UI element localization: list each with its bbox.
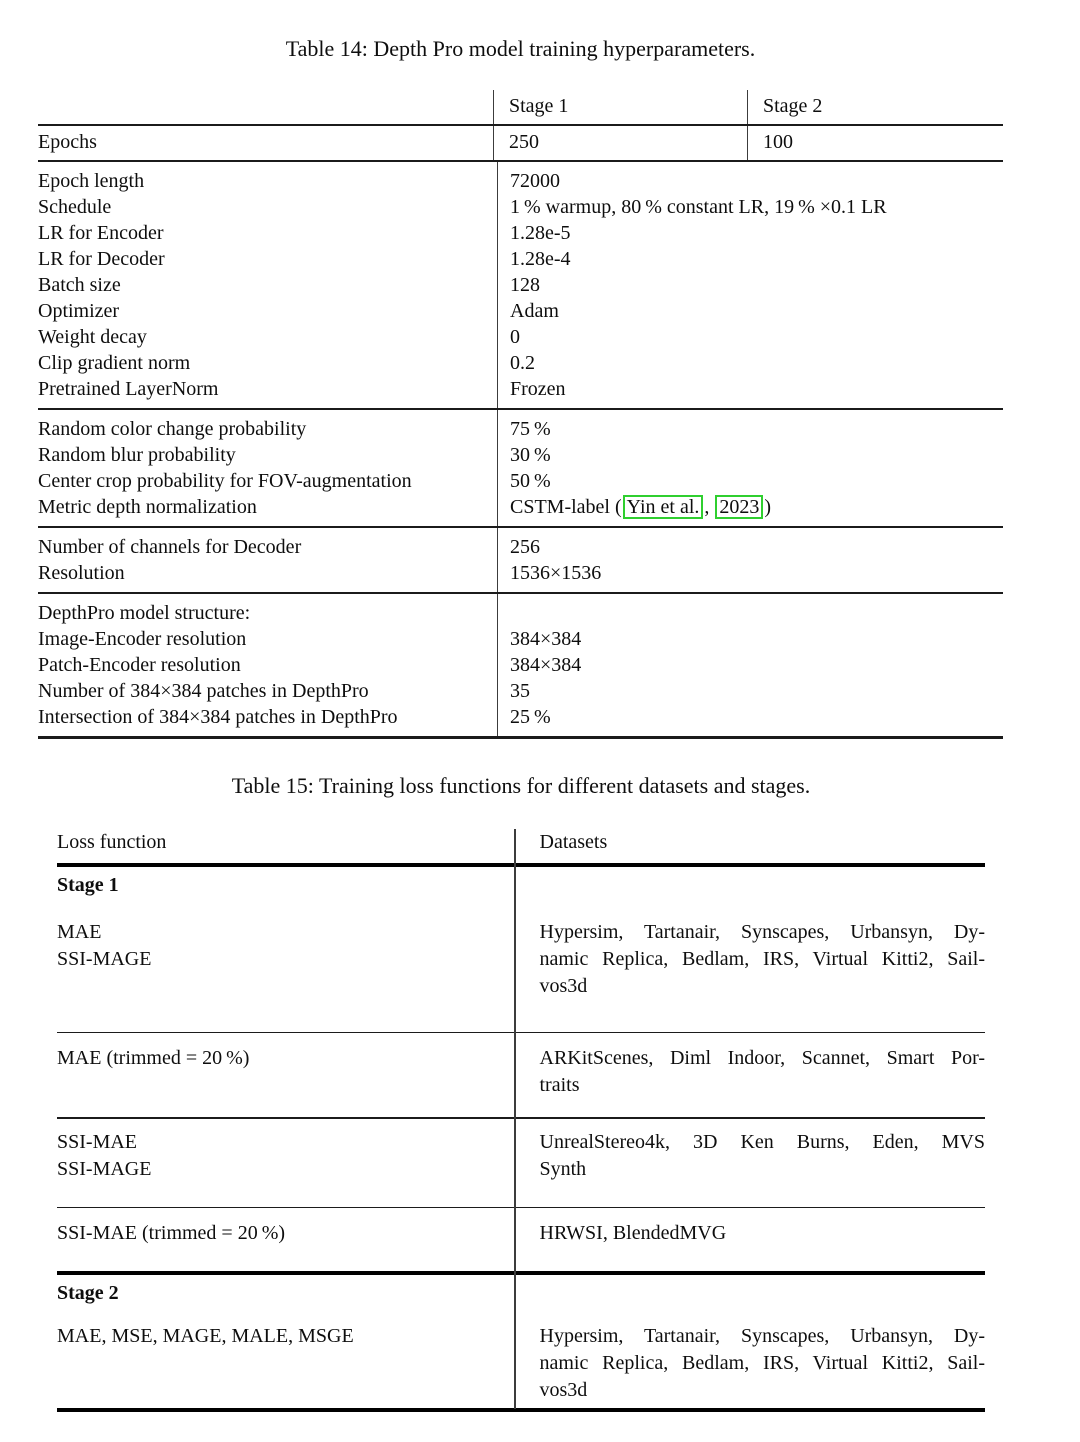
loss-row-mae-trimmed xyxy=(57,1033,985,1117)
clip-gradient-norm-label: Clip gradient norm xyxy=(38,352,191,374)
lr-decoder-value: 1.28e-4 xyxy=(510,248,571,270)
decoder-channels-value: 256 xyxy=(510,536,540,558)
epoch-length-value: 72000 xyxy=(510,170,560,192)
lr-decoder-label: LR for Decoder xyxy=(38,248,165,270)
optimizer-value: Adam xyxy=(510,300,559,322)
loss-function-cell: SSI-MAE SSI-MAGE xyxy=(57,1130,152,1180)
patch-encoder-resolution-label: Patch-Encoder resolution xyxy=(38,654,241,676)
optimizer-label: Optimizer xyxy=(38,300,120,322)
column-header-loss-function: Loss function xyxy=(57,830,167,853)
loss-function-cell: MAE, MSE, MAGE, MALE, MSGE xyxy=(57,1325,354,1347)
loss-row-stage2 xyxy=(57,1307,985,1408)
stage1-section-label: Stage 1 xyxy=(57,873,119,896)
schedule-value: 1 % warmup, 80 % constant LR, 19 % ×0.1 LR xyxy=(510,196,887,218)
batch-size-value: 128 xyxy=(510,274,540,296)
loss-row-ssimae-ssimage xyxy=(57,1119,985,1207)
metric-depth-normalization-label: Metric depth normalization xyxy=(38,496,257,518)
table-14 xyxy=(38,90,1003,739)
center-crop-value: 50 % xyxy=(510,470,551,492)
table-15 xyxy=(57,827,985,1413)
num-patches-value: 35 xyxy=(510,680,530,702)
citation-link-author[interactable]: Yin et al. xyxy=(623,495,704,519)
image-encoder-resolution-value: 384×384 xyxy=(510,628,582,650)
vertical-rule xyxy=(514,829,516,1410)
random-blur-value: 30 % xyxy=(510,444,551,466)
weight-decay-label: Weight decay xyxy=(38,326,147,348)
random-color-change-label: Random color change probability xyxy=(38,418,307,440)
random-blur-label: Random blur probability xyxy=(38,444,236,466)
stage1-section-row xyxy=(57,867,985,899)
table15-caption: Table 15: Training loss functions for different datasets and stages. xyxy=(231,772,811,798)
model-structure-labels xyxy=(38,594,497,736)
training-settings-group xyxy=(38,162,1003,408)
center-crop-label: Center crop probability for FOV-augmentation xyxy=(38,470,412,492)
datasets-cell: Hypersim, Tartanair, Synscapes, Urbansyn, Dy- namic Replica, Bedlam, IRS, Virtual Kitti2, Sail- vos3d xyxy=(539,1325,985,1401)
patch-encoder-resolution-value: 384×384 xyxy=(510,654,582,676)
table15-header-row xyxy=(57,827,985,863)
model-structure-values xyxy=(497,594,1003,736)
citation-suffix: ) xyxy=(764,496,772,518)
training-values xyxy=(497,162,1003,408)
lr-encoder-value: 1.28e-5 xyxy=(510,222,571,244)
horizontal-rule xyxy=(38,736,1003,739)
datasets-cell: ARKitScenes, Diml Indoor, Scannet, Smart Por- traits xyxy=(539,1047,985,1096)
epochs-stage1-value: 250 xyxy=(493,126,747,160)
augmentation-values xyxy=(497,410,1003,526)
column-header-stage1: Stage 1 xyxy=(493,90,747,124)
empty-cell xyxy=(516,1280,986,1307)
decoder-channels-label: Number of channels for Decoder xyxy=(38,536,302,558)
augmentation-group xyxy=(38,410,1003,526)
loss-row-ssimae-trimmed xyxy=(57,1208,985,1271)
image-encoder-resolution-label: Image-Encoder resolution xyxy=(38,628,247,650)
loss-row-mae-ssimage xyxy=(57,899,985,1032)
empty-header-cell xyxy=(38,90,493,124)
model-structure-heading-value xyxy=(510,600,1003,626)
datasets-cell: HRWSI, BlendedMVG xyxy=(539,1222,727,1244)
num-patches-label: Number of 384×384 patches in DepthPro xyxy=(38,680,369,702)
resolution-value: 1536×1536 xyxy=(510,562,602,584)
epochs-row xyxy=(38,126,1003,160)
epochs-label: Epochs xyxy=(38,131,97,153)
training-labels xyxy=(38,162,497,408)
pretrained-layernorm-label: Pretrained LayerNorm xyxy=(38,378,219,400)
table14-header-row xyxy=(38,90,1003,124)
decoder-values xyxy=(497,528,1003,592)
lr-encoder-label: LR for Encoder xyxy=(38,222,164,244)
clip-gradient-norm-value: 0.2 xyxy=(510,352,535,374)
resolution-label: Resolution xyxy=(38,562,125,584)
datasets-cell: Hypersim, Tartanair, Synscapes, Urbansyn, Dy- namic Replica, Bedlam, IRS, Virtual Kitti2, Sail- vos3d xyxy=(539,920,985,997)
loss-function-cell: MAE (trimmed = 20 %) xyxy=(57,1047,250,1069)
thick-horizontal-rule xyxy=(57,1408,985,1412)
decoder-labels xyxy=(38,528,497,592)
citation-prefix: CSTM-label ( xyxy=(510,496,622,518)
stage2-section-label: Stage 2 xyxy=(57,1282,119,1304)
loss-function-cell: SSI-MAE (trimmed = 20 %) xyxy=(57,1222,286,1244)
stage2-section-row xyxy=(57,1275,985,1307)
citation-separator: , xyxy=(704,496,715,518)
table14-caption: Table 14: Depth Pro model training hyperparameters. xyxy=(285,36,756,61)
decoder-group xyxy=(38,528,1003,592)
intersection-patches-value: 25 % xyxy=(510,706,551,728)
column-header-datasets: Datasets xyxy=(539,830,608,853)
weight-decay-value: 0 xyxy=(510,326,520,348)
intersection-patches-label: Intersection of 384×384 patches in DepthPro xyxy=(38,706,398,728)
model-structure-group xyxy=(38,594,1003,736)
random-color-change-value: 75 % xyxy=(510,418,551,440)
model-structure-heading: DepthPro model structure: xyxy=(38,602,251,624)
citation-link-year[interactable]: 2023 xyxy=(715,495,763,519)
epochs-stage2-value: 100 xyxy=(747,126,1003,160)
metric-depth-normalization-value xyxy=(510,494,1003,520)
loss-function-cell: MAE SSI-MAGE xyxy=(57,920,152,970)
pretrained-layernorm-value: Frozen xyxy=(510,378,566,400)
augmentation-labels xyxy=(38,410,497,526)
empty-cell xyxy=(516,872,986,899)
datasets-cell: UnrealStereo4k, 3D Ken Burns, Eden, MVS Synth xyxy=(539,1130,985,1180)
schedule-label: Schedule xyxy=(38,196,112,218)
epoch-length-label: Epoch length xyxy=(38,170,145,192)
column-header-stage2: Stage 2 xyxy=(747,90,1003,124)
batch-size-label: Batch size xyxy=(38,274,121,296)
